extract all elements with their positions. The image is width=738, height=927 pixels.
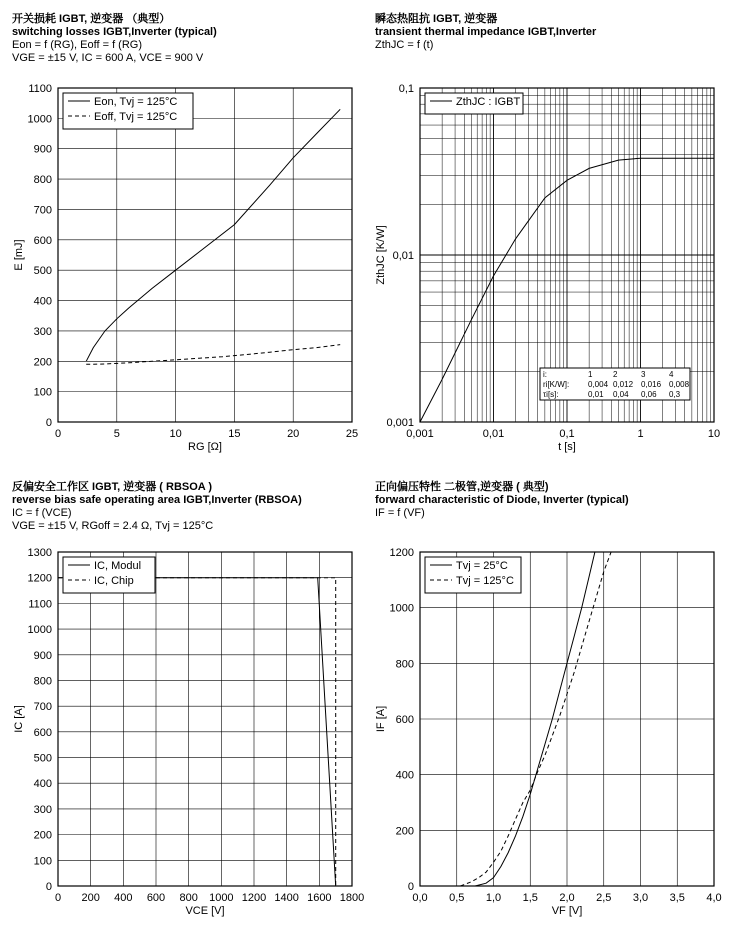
chart4-y-tick-label: 0 xyxy=(407,881,414,893)
chart1-x-tick-label: 5 xyxy=(113,428,120,440)
chart2-rc-table-cell: τi[s]: xyxy=(543,390,559,399)
chart1-y-tick-label: 600 xyxy=(33,234,52,247)
chart3-legend-label: IC, Chip xyxy=(94,575,134,587)
chart3-x-axis-label: VCE [V] xyxy=(185,905,225,917)
chart1-legend-label: Eon, Tvj = 125°C xyxy=(94,96,178,108)
chart3-x-tick-label: 400 xyxy=(114,892,133,904)
chart1-y-tick-label: 200 xyxy=(33,356,52,369)
chart4-x-tick-label: 0,5 xyxy=(449,892,465,904)
chart1-x-tick-label: 10 xyxy=(169,428,182,440)
chart2-rc-table-cell: 0,3 xyxy=(669,390,681,399)
chart4-x-tick-label: 3,0 xyxy=(632,892,649,904)
chart1-x-tick-label: 20 xyxy=(287,428,300,440)
chart3-y-tick-label: 600 xyxy=(33,726,52,739)
chart3-x-tick-label: 1400 xyxy=(274,892,299,904)
chart1-y-tick-label: 0 xyxy=(45,417,52,429)
chart3-x-tick-label: 1800 xyxy=(339,892,365,904)
chart3-x-tick-label: 0 xyxy=(54,892,62,904)
chart3-y-tick-label: 1200 xyxy=(27,572,52,585)
chart2-rc-table-cell: 3 xyxy=(641,370,646,379)
chart3-y-tick-label: 800 xyxy=(33,675,52,688)
chart1-y-tick-label: 300 xyxy=(33,325,52,338)
chart3-condition-1: IC = f (VCE) xyxy=(12,507,72,519)
chart1-y-tick-label: 800 xyxy=(33,174,52,187)
chart4-condition-1: IF = f (VF) xyxy=(375,507,425,519)
chart2-rc-table-cell: 2 xyxy=(613,370,618,379)
chart2-y-tick-label: 0,01 xyxy=(392,250,414,262)
chart2-y-tick-label: 0,001 xyxy=(386,417,414,429)
chart1-y-tick-label: 900 xyxy=(33,143,52,156)
chart1-x-tick-label: 15 xyxy=(228,428,241,440)
chart3-x-tick-label: 800 xyxy=(179,892,198,904)
chart3-y-tick-label: 700 xyxy=(33,701,52,714)
chart3-y-tick-label: 300 xyxy=(33,803,52,816)
chart2-rc-table-cell: 0,008 xyxy=(669,380,690,389)
chart4-title-en: forward characteristic of Diode, Inverter (typical) xyxy=(375,494,629,506)
chart4-y-tick-label: 200 xyxy=(395,825,414,838)
chart2-x-tick-label: 10 xyxy=(707,428,721,440)
chart3-x-tick-label: 1200 xyxy=(241,892,267,904)
chart4-y-tick-label: 800 xyxy=(395,658,414,671)
chart1-y-tick-label: 100 xyxy=(33,386,52,399)
chart4-x-axis-label: VF [V] xyxy=(551,905,583,917)
chart4-y-tick-label: 1000 xyxy=(389,602,414,615)
chart2-y-tick-label: 0,1 xyxy=(398,83,414,95)
chart4-title-cn: 正向偏压特性 二极管,逆变器 ( 典型) xyxy=(375,481,549,493)
chart3-y-tick-label: 100 xyxy=(33,855,52,868)
chart2-rc-table-cell: i: xyxy=(543,370,547,379)
chart4-x-tick-label: 0,0 xyxy=(412,892,428,904)
chart3-title-en: reverse bias safe operating area IGBT,Inverter (RBSOA) xyxy=(12,494,302,506)
chart1-title-cn: 开关损耗 IGBT, 逆变器 （典型） xyxy=(12,13,171,25)
chart3-title-cn: 反偏安全工作区 IGBT, 逆变器 ( RBSOA ) xyxy=(12,481,213,493)
chart4-y-tick-label: 1200 xyxy=(389,547,414,559)
chart4-y-tick-label: 400 xyxy=(395,769,414,782)
chart2-title-en: transient thermal impedance IGBT,Inverter xyxy=(375,26,597,38)
chart2-rc-table-cell: 0,04 xyxy=(613,390,629,399)
chart2-rc-table-cell: 0,012 xyxy=(613,380,634,389)
chart4-legend-label: Tvj = 125°C xyxy=(456,575,514,587)
chart2-rc-table-cell: 1 xyxy=(588,370,593,379)
chart1-y-tick-label: 700 xyxy=(33,204,52,217)
chart3-x-tick-label: 200 xyxy=(81,892,100,904)
chart4-x-tick-label: 4,0 xyxy=(706,892,722,904)
chart3-x-tick-label: 600 xyxy=(146,892,166,904)
chart4-legend-label: Tvj = 25°C xyxy=(456,560,508,572)
chart2-x-tick-label: 0,001 xyxy=(406,428,434,440)
chart1-legend-label: Eoff, Tvj = 125°C xyxy=(94,111,178,123)
chart3-y-tick-label: 1300 xyxy=(27,547,52,559)
chart2-x-axis-label: t [s] xyxy=(558,441,576,453)
chart3-y-tick-label: 1100 xyxy=(28,598,52,611)
chart1-y-axis-label: E [mJ] xyxy=(13,239,25,271)
chart2-title-cn: 瞬态热阻抗 IGBT, 逆变器 xyxy=(375,13,498,25)
chart2-condition-1: ZthJC = f (t) xyxy=(375,39,434,51)
chart3-y-tick-label: 1000 xyxy=(27,624,52,637)
chart2-rc-table-cell: 0,004 xyxy=(588,380,609,389)
chart4-x-tick-label: 2,5 xyxy=(596,892,612,904)
chart3-y-tick-label: 0 xyxy=(45,881,52,893)
chart1-title-en: switching losses IGBT,Inverter (typical) xyxy=(12,26,217,38)
chart2-rc-table-cell: 0,06 xyxy=(641,390,657,399)
chart1-y-tick-label: 500 xyxy=(33,265,52,278)
chart4-x-tick-label: 2,0 xyxy=(559,892,575,904)
chart2-rc-table-cell: 0,016 xyxy=(641,380,662,389)
chart3-y-tick-label: 400 xyxy=(33,778,52,791)
chart4-x-tick-label: 1,5 xyxy=(522,892,538,904)
chart4-y-axis-label: IF [A] xyxy=(375,705,387,733)
chart2-y-axis-label: ZthJC [K/W] xyxy=(375,225,387,285)
chart1-condition-2: VGE = ±15 V, IC = 600 A, VCE = 900 V xyxy=(12,52,204,64)
chart3-y-tick-label: 500 xyxy=(33,752,52,765)
chart1-x-tick-label: 0 xyxy=(54,428,62,440)
chart3-x-tick-label: 1000 xyxy=(209,892,234,904)
chart4-x-tick-label: 3,5 xyxy=(669,892,685,904)
chart1-y-tick-label: 400 xyxy=(33,295,52,308)
chart2-rc-table-cell: 0,01 xyxy=(588,390,604,399)
chart2-x-tick-label: 1 xyxy=(637,428,644,440)
chart2-x-tick-label: 0,01 xyxy=(482,428,505,440)
chart4-x-tick-label: 1,0 xyxy=(485,892,502,904)
chart1-y-tick-label: 1000 xyxy=(27,113,52,126)
chart1-x-tick-label: 25 xyxy=(345,428,359,440)
chart4-grid xyxy=(420,552,714,886)
chart3-legend-label: IC, Modul xyxy=(94,560,142,572)
chart1-x-axis-label: RG [Ω] xyxy=(188,441,222,453)
chart3-x-tick-label: 1600 xyxy=(307,892,332,904)
chart2-legend-label: ZthJC : IGBT xyxy=(456,96,521,108)
chart1-y-tick-label: 1100 xyxy=(28,83,52,95)
chart4-y-tick-label: 600 xyxy=(395,714,414,726)
chart1-condition-1: Eon = f (RG), Eoff = f (RG) xyxy=(12,39,143,51)
chart2-rc-table-cell: ri[K/W]: xyxy=(543,380,570,389)
chart2-x-tick-label: 0,1 xyxy=(559,428,575,440)
chart3-y-tick-label: 900 xyxy=(33,649,52,662)
chart3-condition-2: VGE = ±15 V, RGoff = 2.4 Ω, Tvj = 125°C xyxy=(12,520,214,532)
chart2-rc-table-cell: 4 xyxy=(669,370,674,379)
chart3-y-axis-label: IC [A] xyxy=(13,705,25,733)
chart3-y-tick-label: 200 xyxy=(33,829,52,842)
